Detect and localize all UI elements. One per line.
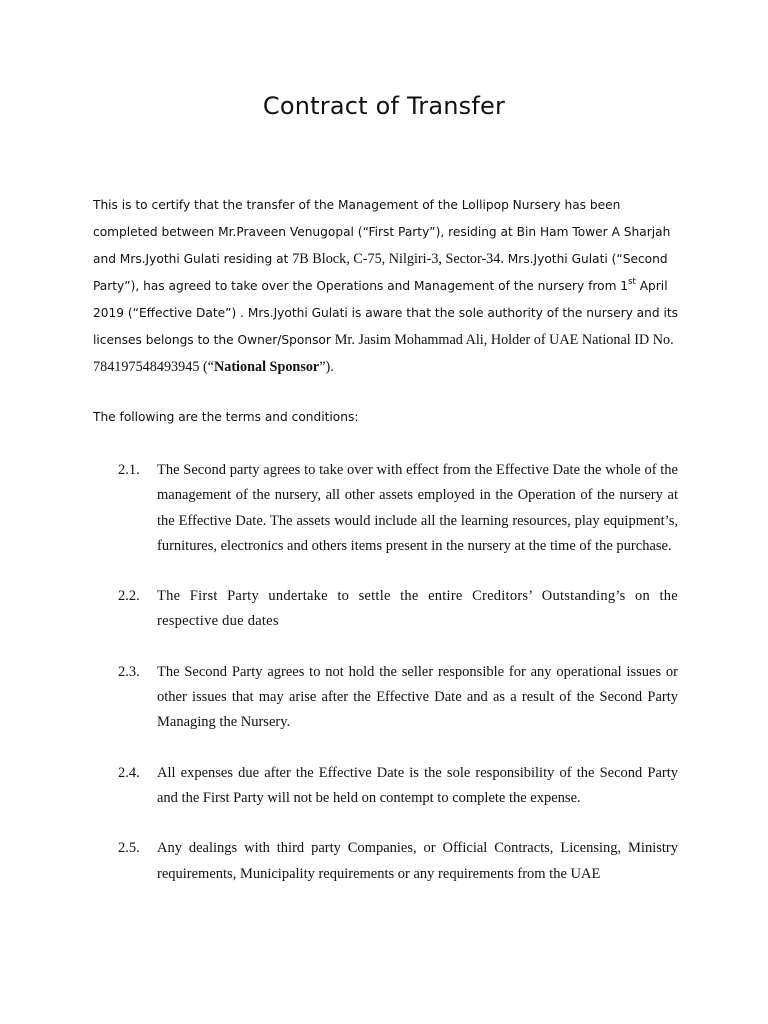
- intro-paragraph: [93, 192, 678, 381]
- clause-list: [118, 458, 678, 912]
- clause-number: 2.3.: [118, 663, 140, 680]
- clause-number: 2.4.: [118, 764, 140, 781]
- intro-address: 7B Block, C-75, Nilgiri-3, Sector-34.: [292, 251, 504, 267]
- clause-item: [118, 584, 678, 635]
- document-title: Contract of Transfer: [262, 92, 506, 120]
- clause-text: The Second party agrees to take over with effect from the Effective Date the whole of the management of the nursery, all other assets employed in the Operation of the nursery at the Effective Date. The assets would include all the learning resources, play equipment’s, furnitures, electronics and others items present in the nursery at the time of the purchase.: [157, 462, 678, 554]
- intro-sponsor-close: ”).: [319, 359, 334, 375]
- clause-number: 2.5.: [118, 840, 140, 857]
- clause-item: [118, 836, 678, 887]
- intro-superscript: st: [628, 276, 636, 287]
- clause-text: All expenses due after the Effective Date is the sole responsibility of the Second Party and the First Party will not be held on contempt to complete the expense.: [157, 764, 678, 806]
- clause-item: [118, 761, 678, 812]
- intro-sponsor-label: National Sponsor: [213, 359, 320, 375]
- clause-item: [118, 458, 678, 559]
- terms-heading: The following are the terms and conditions:: [93, 410, 359, 424]
- intro-sponsor-text: Mr. Jasim Mohammad Ali, Holder of UAE National ID No. 784197548493945 (“: [93, 332, 674, 375]
- clause-text: The Second Party agrees to not hold the seller responsible for any operational issues or other issues that may arise after the Effective Date and as a result of the Second Party Managing the Nursery.: [157, 663, 678, 731]
- clause-number: 2.1.: [118, 462, 140, 478]
- clause-text: Any dealings with third party Companies, or Official Contracts, Licensing, Ministry requirements, Municipality requirements or any requirements from the UAE: [157, 840, 678, 882]
- clause-number: 2.2.: [118, 588, 140, 605]
- intro-text-part2: Mrs.Jyothi Gulati (“Second Party”), has agreed to take over the Operations and Management of the nursery from 1: [93, 252, 668, 293]
- clause-text: The First Party undertake to settle the entire Creditors’ Outstanding’s on the respective due dates: [157, 588, 678, 630]
- intro-text-part3: April 2019 (“Effective Date”) . Mrs.Jyothi Gulati is aware that the sole authority of the nursery and its licenses belongs to the Owner/Sponsor: [93, 279, 678, 347]
- clause-item: [118, 660, 678, 736]
- intro-text-part1: This is to certify that the transfer of the Management of the Lollipop Nursery has been completed between Mr.Praveen Venugopal (“First Party”), residing at Bin Ham Tower A Sharjah and Mrs.Jyothi Gulati residing at: [93, 198, 671, 266]
